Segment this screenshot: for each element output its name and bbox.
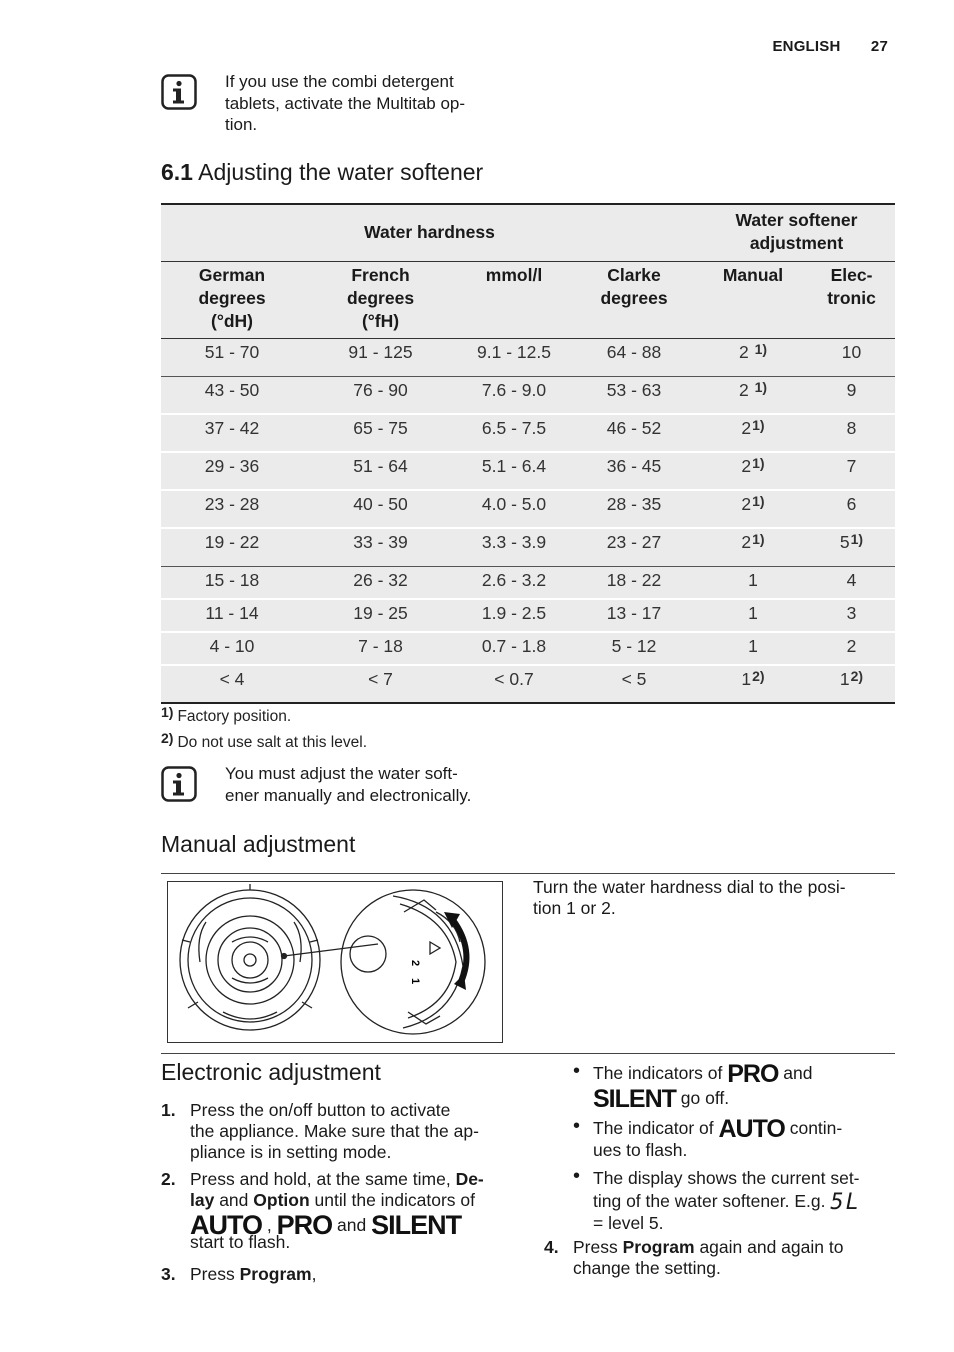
cell-manual: 2$^{1)}$ [698, 528, 808, 566]
cell-mmol: 5.1 - 6.4 [458, 452, 570, 490]
cell-electronic: 4 [808, 566, 895, 599]
note-line: ener manually and electronically. [225, 785, 472, 805]
dial-drawing [168, 882, 502, 1042]
cell-german: 37 - 42 [161, 414, 303, 452]
cell-german: 43 - 50 [161, 376, 303, 414]
cell-manual: 1 [698, 599, 808, 632]
footnote-mark: 1) [752, 493, 765, 509]
cell-clarke: 64 - 88 [570, 338, 698, 376]
pro-indicator: PRO [276, 1210, 333, 1240]
cell-german: 15 - 18 [161, 566, 303, 599]
table-row [161, 490, 895, 528]
water-hardness-table [161, 203, 895, 704]
cell-electronic: 5$^{1)}$ [808, 528, 895, 566]
cell-mmol: 6.5 - 7.5 [458, 414, 570, 452]
section-number: 6.1 [161, 159, 193, 185]
footnote-mark: 1) [752, 417, 765, 433]
cell-french: 33 - 39 [303, 528, 458, 566]
silent-indicator: SILENT [593, 1085, 676, 1113]
footnote-2: 2) Do not use salt at this level. [161, 730, 367, 751]
cell-mmol: 1.9 - 2.5 [458, 599, 570, 632]
text-line: Turn the water hardness dial to the posi- [533, 877, 846, 897]
silent-indicator: SILENT [371, 1210, 462, 1240]
cell-french: 51 - 64 [303, 452, 458, 490]
text-line: tion 1 or 2. [533, 898, 616, 918]
cell-electronic: 9 [808, 376, 895, 414]
cell-clarke: 13 - 17 [570, 599, 698, 632]
table-row [161, 665, 895, 703]
cell-electronic: 10 [808, 338, 895, 376]
table-row [161, 414, 895, 452]
footnote-mark: 1) [754, 378, 768, 395]
note-line: tablets, activate the Multitab op- [225, 93, 466, 113]
cell-clarke: 46 - 52 [570, 414, 698, 452]
cell-clarke: 23 - 27 [570, 528, 698, 566]
cell-clarke: 28 - 35 [570, 490, 698, 528]
footnote-mark: 2) [752, 668, 765, 684]
manual-adjustment-heading: Manual adjustment [161, 831, 356, 857]
column-header: mmol/l [458, 261, 570, 338]
cell-clarke: 18 - 22 [570, 566, 698, 599]
cell-mmol: 7.6 - 9.0 [458, 376, 570, 414]
cell-french: 19 - 25 [303, 599, 458, 632]
cell-french: 65 - 75 [303, 414, 458, 452]
section-heading [161, 159, 483, 186]
cell-clarke: 36 - 45 [570, 452, 698, 490]
cell-german: 19 - 22 [161, 528, 303, 566]
footnote-mark: 1) [754, 340, 768, 357]
cell-mmol: 0.7 - 1.8 [458, 632, 570, 665]
cell-german: 11 - 14 [161, 599, 303, 632]
page-number: 27 [870, 38, 888, 55]
language-label: ENGLISH [772, 38, 841, 55]
cell-electronic: 1$^{2)}$ [808, 665, 895, 703]
water-hardness-dial-illustration [167, 881, 503, 1043]
divider [161, 1053, 895, 1054]
cell-clarke: < 5 [570, 665, 698, 703]
electronic-adjustment-heading: Electronic adjustment [161, 1059, 381, 1085]
cell-electronic: 8 [808, 414, 895, 452]
water-hardness-header: Water hardness [161, 204, 698, 261]
cell-mmol: 9.1 - 12.5 [458, 338, 570, 376]
softener-adjustment-header: Water softener adjustment [698, 204, 895, 261]
adjust-note [225, 763, 471, 806]
cell-manual: 2$^{1)}$ [698, 452, 808, 490]
section-title: Adjusting the water softener [198, 159, 484, 185]
cell-german: 51 - 70 [161, 338, 303, 376]
info-icon [161, 74, 197, 110]
cell-french: 76 - 90 [303, 376, 458, 414]
note-line: tion. [225, 115, 258, 134]
multitab-note [225, 71, 465, 136]
note-line: You must adjust the water soft- [225, 764, 458, 783]
cell-mmol: 3.3 - 3.9 [458, 528, 570, 566]
pro-indicator: PRO [727, 1060, 779, 1088]
cell-manual: 1 [698, 632, 808, 665]
auto-indicator: AUTO [718, 1115, 785, 1143]
dial-label-1: 1 [409, 978, 421, 985]
level-display: 5L [830, 1190, 861, 1215]
cell-manual: 2$^{1)}$ [698, 414, 808, 452]
cell-german: 29 - 36 [161, 452, 303, 490]
footnote-mark: 1) [752, 455, 765, 471]
divider [161, 873, 895, 874]
column-header: Clarke degrees [570, 261, 698, 338]
page-header [772, 38, 888, 55]
footnote-mark: 1) [752, 531, 765, 547]
cell-manual: 2 $^{1)}$ [698, 376, 808, 414]
table-row [161, 376, 895, 414]
column-header: German degrees (°dH) [161, 261, 303, 338]
cell-french: 7 - 18 [303, 632, 458, 665]
cell-manual: 2 $^{1)}$ [698, 338, 808, 376]
dial-label-2: 2 [409, 960, 421, 967]
cell-german: 23 - 28 [161, 490, 303, 528]
cell-manual: 1 [698, 566, 808, 599]
cell-clarke: 5 - 12 [570, 632, 698, 665]
cell-electronic: 2 [808, 632, 895, 665]
info-icon [161, 766, 197, 802]
cell-french: < 7 [303, 665, 458, 703]
cell-clarke: 53 - 63 [570, 376, 698, 414]
footnote-mark: 1) [850, 531, 864, 547]
manual-instruction [533, 877, 846, 919]
cell-french: 26 - 32 [303, 566, 458, 599]
table-row [161, 599, 895, 632]
table-row [161, 452, 895, 490]
cell-french: 91 - 125 [303, 338, 458, 376]
note-line: If you use the combi detergent [225, 72, 454, 91]
cell-electronic: 7 [808, 452, 895, 490]
cell-german: < 4 [161, 665, 303, 703]
table-row [161, 528, 895, 566]
cell-mmol: 2.6 - 3.2 [458, 566, 570, 599]
table-row [161, 566, 895, 599]
column-header: Elec- tronic [808, 261, 895, 338]
footnote-1: 1) Factory position. [161, 704, 292, 725]
cell-german: 4 - 10 [161, 632, 303, 665]
cell-mmol: < 0.7 [458, 665, 570, 703]
cell-mmol: 4.0 - 5.0 [458, 490, 570, 528]
cell-manual: 1$^{2)}$ [698, 665, 808, 703]
column-header: French degrees (°fH) [303, 261, 458, 338]
cell-french: 40 - 50 [303, 490, 458, 528]
column-header: Manual [698, 261, 808, 338]
auto-indicator: AUTO [190, 1210, 263, 1240]
footnote-mark: 2) [850, 668, 864, 684]
cell-electronic: 6 [808, 490, 895, 528]
cell-electronic: 3 [808, 599, 895, 632]
cell-manual: 2$^{1)}$ [698, 490, 808, 528]
table-row [161, 338, 895, 376]
table-row [161, 632, 895, 665]
